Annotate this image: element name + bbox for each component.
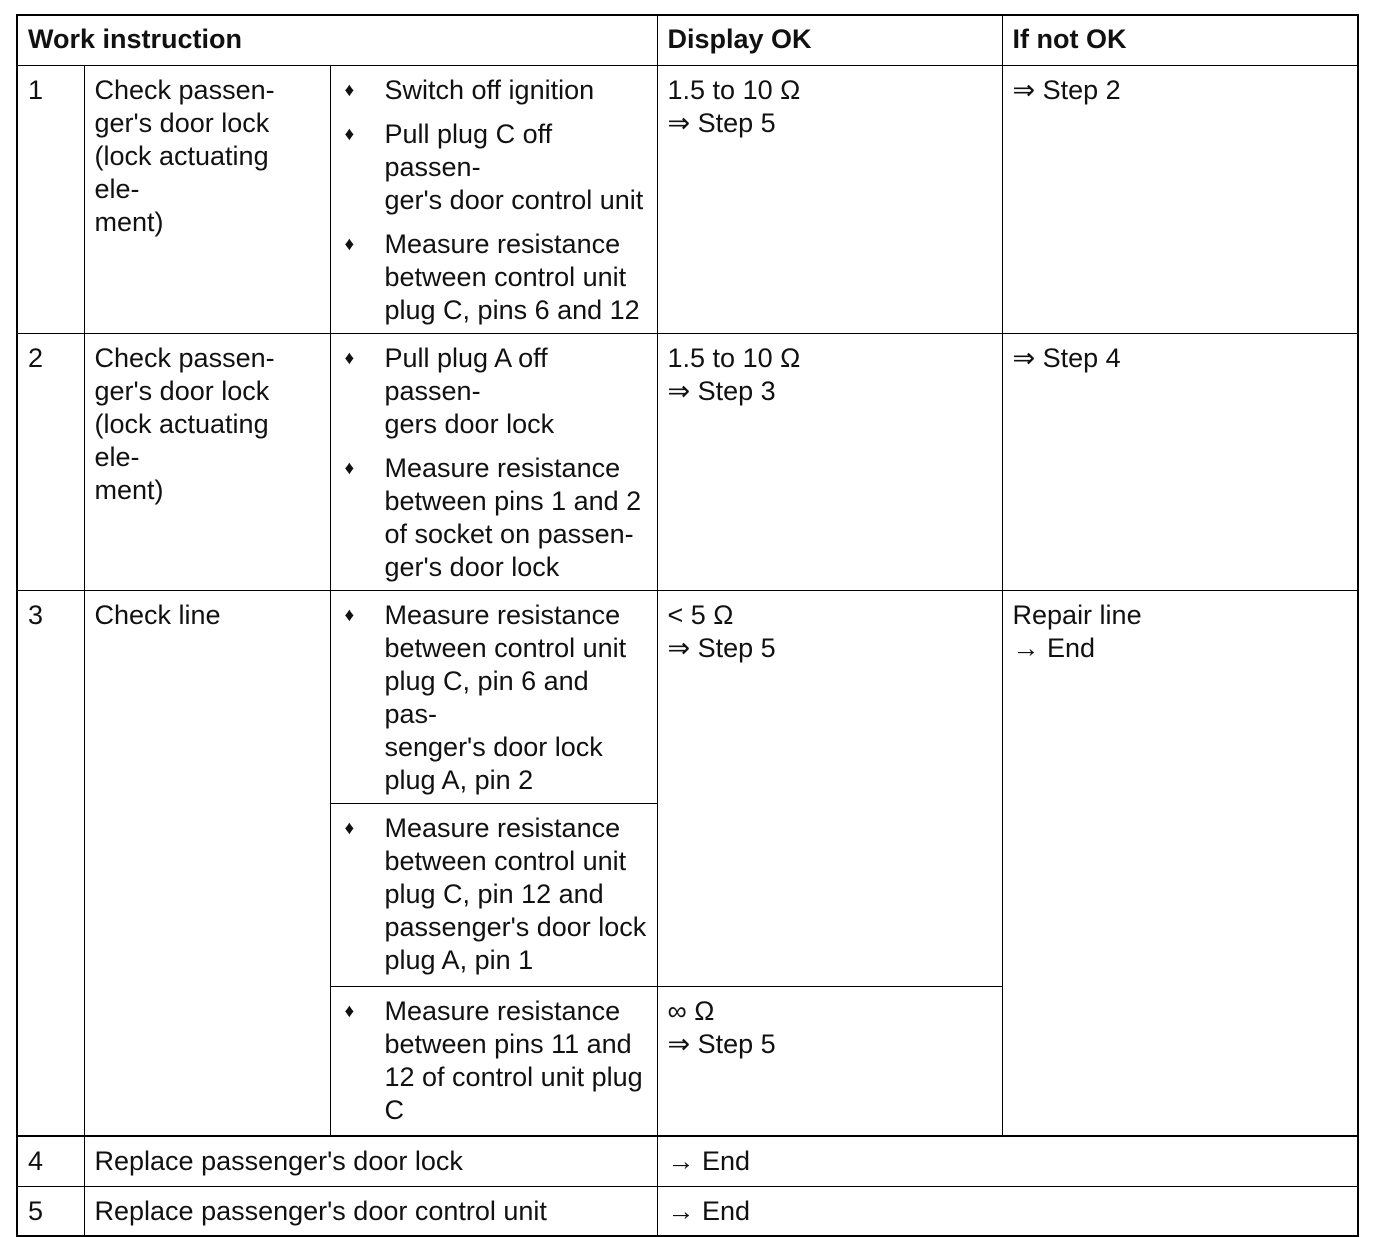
bullet-item <box>341 74 647 107</box>
bullet-item <box>341 452 647 584</box>
diamond-bullet-icon: ♦ <box>344 1000 355 1022</box>
measure-line: Measure resistance <box>384 995 621 1026</box>
check-line: ment) <box>94 474 164 505</box>
step-number: 5 <box>17 1186 84 1236</box>
measure-line: C <box>384 1094 404 1125</box>
step-3-check <box>84 590 330 1136</box>
check-line: (lock actuating ele- <box>94 408 269 472</box>
not-ok-line: Repair line <box>1012 599 1142 630</box>
step-2-measures <box>330 333 657 590</box>
step-number: 3 <box>17 590 84 1136</box>
diamond-bullet-icon: ♦ <box>344 79 355 101</box>
step-3-if-not-ok <box>1002 590 1358 1136</box>
step-1-row <box>17 65 1358 333</box>
measure-line: Measure resistance <box>384 599 621 630</box>
measure-line: Measure resistance <box>384 228 621 259</box>
display-line: ∞ Ω <box>667 995 715 1026</box>
measure-line: senger's door lock <box>384 731 603 762</box>
step-3-display-ok-ab <box>657 590 1002 986</box>
measure-line: gers door lock <box>384 408 555 439</box>
step-3-row <box>17 590 1358 803</box>
display-line: 1.5 to 10 Ω <box>667 342 801 373</box>
step-4-result: → End <box>657 1136 1358 1186</box>
step-5-text: Replace passenger's door control unit <box>84 1186 657 1236</box>
diamond-bullet-icon: ♦ <box>344 123 355 145</box>
measure-line: plug C, pin 12 and <box>384 878 604 909</box>
measure-line: Switch off ignition <box>384 74 595 105</box>
bullet-item <box>341 342 647 441</box>
step-number: 2 <box>17 333 84 590</box>
step-3-display-ok-c <box>657 986 1002 1136</box>
step-number: 1 <box>17 65 84 333</box>
diamond-bullet-icon: ♦ <box>344 457 355 479</box>
measure-line: plug C, pins 6 and 12 <box>384 294 640 325</box>
diamond-bullet-icon: ♦ <box>344 604 355 626</box>
bullet-item <box>341 228 647 327</box>
not-ok-line: ⇒ Step 2 <box>1012 74 1121 105</box>
diamond-bullet-icon: ♦ <box>344 817 355 839</box>
display-line: ⇒ Step 5 <box>667 107 776 138</box>
display-line: < 5 Ω <box>667 599 734 630</box>
check-line: ger's door lock <box>94 375 270 406</box>
measure-line: passenger's door lock <box>384 911 647 942</box>
step-2-if-not-ok <box>1002 333 1358 590</box>
measure-line: between control unit <box>384 632 627 663</box>
step-3-measure-c <box>330 986 657 1136</box>
measure-line: Pull plug C off passen- <box>384 118 553 182</box>
not-ok-line: ⇒ Step 4 <box>1012 342 1121 373</box>
measure-line: Measure resistance <box>384 452 621 483</box>
measure-line: between control unit <box>384 845 627 876</box>
display-line: 1.5 to 10 Ω <box>667 74 801 105</box>
step-1-display-ok <box>657 65 1002 333</box>
not-ok-line: → End <box>1012 632 1096 663</box>
step-1-measures <box>330 65 657 333</box>
measure-line: between pins 1 and 2 <box>384 485 642 516</box>
diamond-bullet-icon: ♦ <box>344 347 355 369</box>
display-line: ⇒ Step 5 <box>667 1028 776 1059</box>
step-2-check <box>84 333 330 590</box>
display-line: ⇒ Step 3 <box>667 375 776 406</box>
measure-line: 12 of control unit plug <box>384 1061 643 1092</box>
check-line: (lock actuating ele- <box>94 140 269 204</box>
check-line: Check passen- <box>94 342 275 373</box>
bullet-item <box>341 118 647 217</box>
step-3-measure-b <box>330 803 657 986</box>
measure-line: Measure resistance <box>384 812 621 843</box>
measure-line: plug A, pin 2 <box>384 764 534 795</box>
header-if-not-ok: If not OK <box>1002 15 1358 65</box>
work-instruction-table <box>16 14 1359 1237</box>
check-line: ger's door lock <box>94 107 270 138</box>
measure-line: of socket on passen- <box>384 518 634 549</box>
measure-line: ger's door lock <box>384 551 560 582</box>
step-number: 4 <box>17 1136 84 1186</box>
measure-line: Pull plug A off passen- <box>384 342 548 406</box>
measure-line: plug C, pin 6 and pas- <box>384 665 589 729</box>
measure-line: plug A, pin 1 <box>384 944 534 975</box>
step-5-result: → End <box>657 1186 1358 1236</box>
bullet-item <box>341 812 647 977</box>
bullet-item <box>341 599 647 797</box>
check-line: Check passen- <box>94 74 275 105</box>
step-4-text: Replace passenger's door lock <box>84 1136 657 1186</box>
bullet-item <box>341 995 647 1127</box>
header-display-ok: Display OK <box>657 15 1002 65</box>
check-line: ment) <box>94 206 164 237</box>
measure-line: between control unit <box>384 261 627 292</box>
measure-line: between pins 11 and <box>384 1028 632 1059</box>
measure-line: ger's door control unit <box>384 184 644 215</box>
step-3-measure-a <box>330 590 657 803</box>
header-row <box>17 15 1358 65</box>
diamond-bullet-icon: ♦ <box>344 233 355 255</box>
step-1-if-not-ok <box>1002 65 1358 333</box>
step-4-row <box>17 1136 1358 1186</box>
check-line: Check line <box>94 599 221 630</box>
step-2-display-ok <box>657 333 1002 590</box>
step-1-check <box>84 65 330 333</box>
display-line: ⇒ Step 5 <box>667 632 776 663</box>
header-work-instruction: Work instruction <box>17 15 657 65</box>
step-2-row <box>17 333 1358 590</box>
step-5-row <box>17 1186 1358 1236</box>
